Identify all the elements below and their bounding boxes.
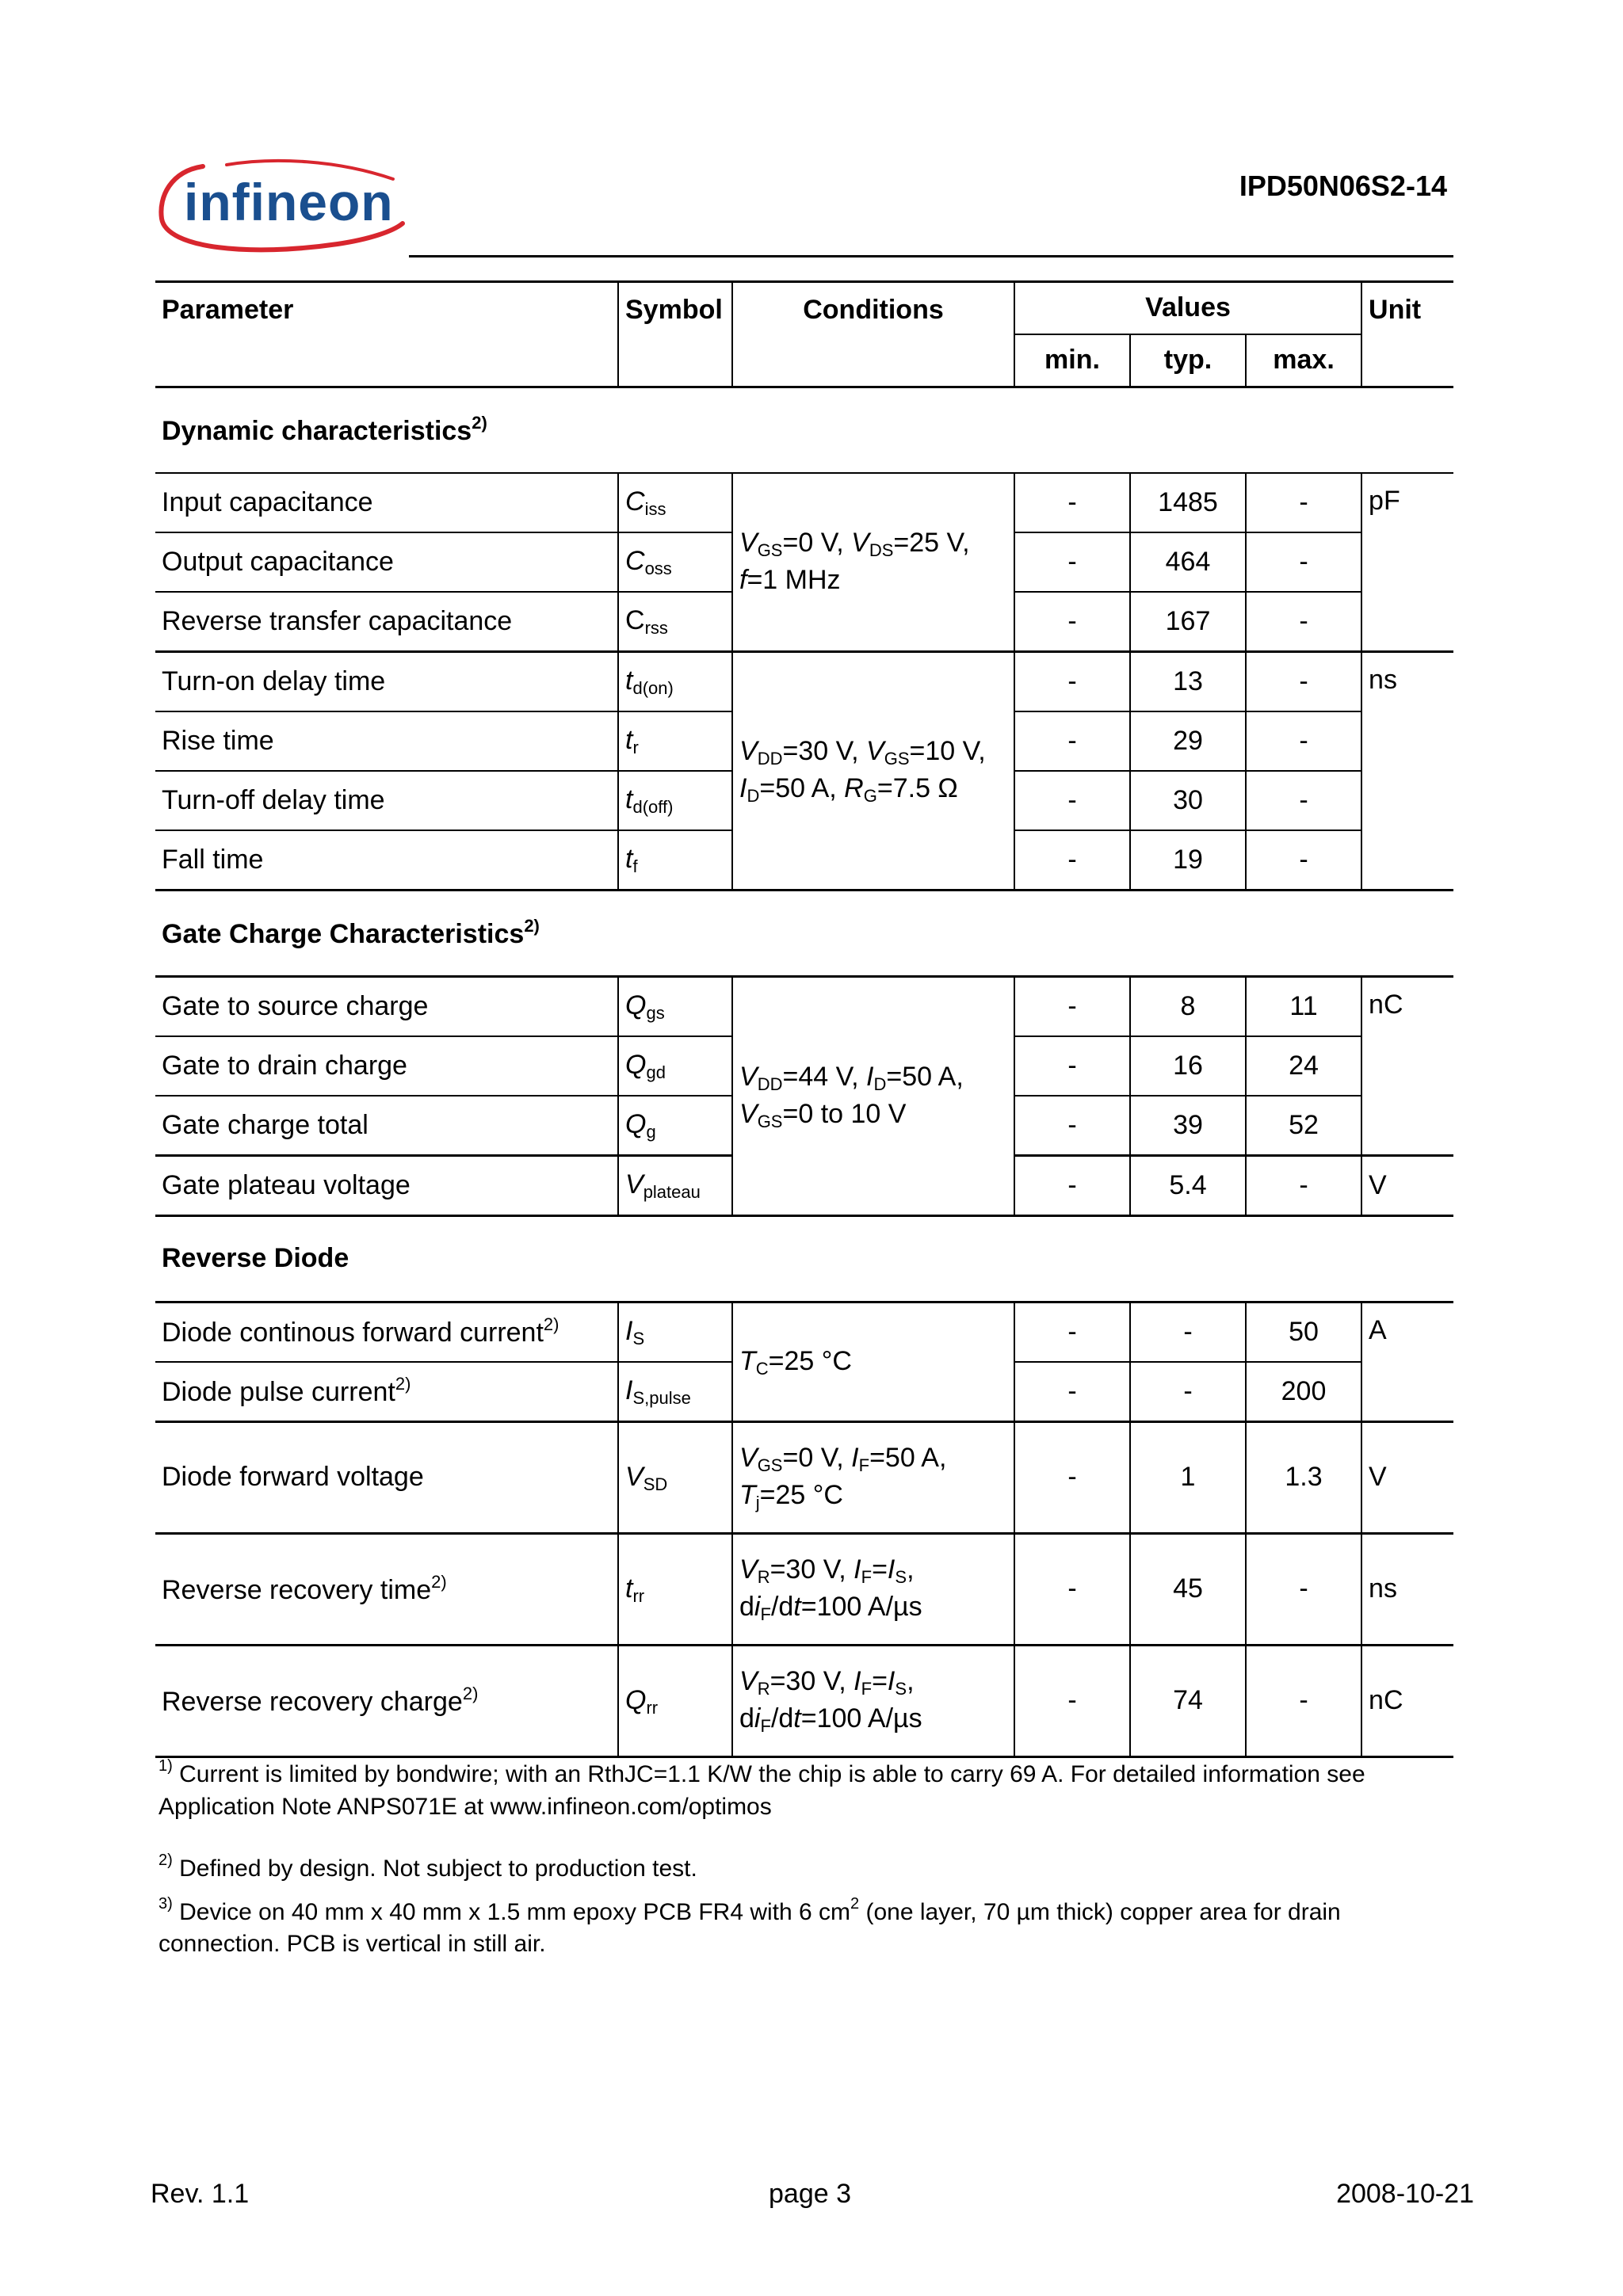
unit-cell: nC <box>1361 977 1453 1156</box>
infineon-logo <box>155 155 407 258</box>
max-cell: 200 <box>1246 1362 1361 1422</box>
max-cell: 50 <box>1246 1302 1361 1363</box>
symbol-cell: $C_{iss}$ <box>618 473 732 532</box>
parameter-cell: Reverse recovery time$^{2)}$ <box>155 1534 618 1646</box>
symbol-cell: $V_{plateau}$ <box>618 1156 732 1216</box>
min-cell: - <box>1014 1534 1130 1646</box>
max-cell: - <box>1246 592 1361 652</box>
symbol-cell: $Q_{gs}$ <box>618 977 732 1037</box>
section-title: Gate Charge Characteristics$^{2)}$ <box>155 891 1453 977</box>
header-rule <box>409 255 1453 257</box>
parameter-cell: Fall time <box>155 830 618 891</box>
typ-cell: 74 <box>1130 1646 1246 1757</box>
symbol-cell: $C_{rss}$ <box>618 592 732 652</box>
header-values: Values <box>1014 282 1361 335</box>
symbol-cell: $t_{d(on)}$ <box>618 652 732 712</box>
symbol-cell: $C_{oss}$ <box>618 532 732 592</box>
document-id: IPD50N06S2-14 <box>1239 170 1447 202</box>
max-cell: 11 <box>1246 977 1361 1037</box>
parameter-cell: Gate to source charge <box>155 977 618 1037</box>
max-cell: - <box>1246 830 1361 891</box>
max-cell: - <box>1246 652 1361 712</box>
characteristics-table <box>155 280 1453 1758</box>
table-header-row <box>155 282 1453 335</box>
max-cell: 1.3 <box>1246 1422 1361 1534</box>
header-unit: Unit <box>1361 282 1453 387</box>
footnotes <box>158 1756 1458 1977</box>
min-cell: - <box>1014 532 1130 592</box>
parameter-cell: Reverse recovery charge$^{2)}$ <box>155 1646 618 1757</box>
conditions-cell: $V_{DD}=30$ V, $V_{GS}=10$ V, $I_D=50$ A, $R_G=7.5$ Ω <box>732 652 1014 891</box>
header-typ: typ. <box>1130 334 1246 387</box>
table-row <box>155 1646 1453 1757</box>
max-cell: - <box>1246 473 1361 532</box>
conditions-cell: $V_{GS}=0$ V, $I_F=50$ A, $T_j=25$ °C <box>732 1422 1014 1534</box>
min-cell: - <box>1014 1156 1130 1216</box>
symbol-cell: $Q_{rr}$ <box>618 1646 732 1757</box>
section-dynamic <box>155 387 1453 474</box>
parameter-cell: Diode pulse current$^{2)}$ <box>155 1362 618 1422</box>
footnote-1: $^{1)}$ Current is limited by bondwire; with an RthJC=1.1 K/W the chip is able to carry 69 A. For detailed information see Application Note ANPS071E at www.infineon.com/optimos <box>158 1757 1365 1820</box>
section-gate-charge <box>155 891 1453 977</box>
section-reverse-diode <box>155 1216 1453 1302</box>
parameter-cell: Rise time <box>155 711 618 771</box>
typ-cell: - <box>1130 1362 1246 1422</box>
table-row <box>155 652 1453 712</box>
header-min: min. <box>1014 334 1130 387</box>
min-cell: - <box>1014 771 1130 830</box>
symbol-cell: $V_{SD}$ <box>618 1422 732 1534</box>
symbol-cell: $I_{S,pulse}$ <box>618 1362 732 1422</box>
max-cell: - <box>1246 1156 1361 1216</box>
table-row <box>155 977 1453 1037</box>
min-cell: - <box>1014 1362 1130 1422</box>
conditions-cell: $V_R=30$ V, $I_F=I_S$, $di_F/dt=100$ A/µs <box>732 1646 1014 1757</box>
symbol-cell: $t_f$ <box>618 830 732 891</box>
header-parameter: Parameter <box>155 282 618 387</box>
min-cell: - <box>1014 652 1130 712</box>
typ-cell: 29 <box>1130 711 1246 771</box>
typ-cell: 1 <box>1130 1422 1246 1534</box>
max-cell: 52 <box>1246 1096 1361 1156</box>
typ-cell: 8 <box>1130 977 1246 1037</box>
header-symbol: Symbol <box>618 282 732 387</box>
unit-cell: V <box>1361 1422 1453 1534</box>
unit-cell: ns <box>1361 1534 1453 1646</box>
typ-cell: - <box>1130 1302 1246 1363</box>
unit-cell: nC <box>1361 1646 1453 1757</box>
unit-cell: V <box>1361 1156 1453 1216</box>
typ-cell: 30 <box>1130 771 1246 830</box>
min-cell: - <box>1014 830 1130 891</box>
parameter-cell: Input capacitance <box>155 473 618 532</box>
typ-cell: 39 <box>1130 1096 1246 1156</box>
footer-page-number: page 3 <box>769 2179 851 2209</box>
table-row <box>155 1534 1453 1646</box>
min-cell: - <box>1014 1302 1130 1363</box>
infineon-logo-mark <box>155 155 407 258</box>
symbol-cell: $t_{d(off)}$ <box>618 771 732 830</box>
parameter-cell: Gate to drain charge <box>155 1036 618 1096</box>
symbol-cell: $Q_g$ <box>618 1096 732 1156</box>
unit-cell: A <box>1361 1302 1453 1422</box>
parameter-cell: Output capacitance <box>155 532 618 592</box>
parameter-cell: Reverse transfer capacitance <box>155 592 618 652</box>
max-cell: - <box>1246 711 1361 771</box>
typ-cell: 16 <box>1130 1036 1246 1096</box>
symbol-cell: $I_S$ <box>618 1302 732 1363</box>
conditions-cell: $V_R=30$ V, $I_F=I_S$, $di_F/dt=100$ A/µs <box>732 1534 1014 1646</box>
typ-cell: 13 <box>1130 652 1246 712</box>
footer-revision: Rev. 1.1 <box>151 2179 250 2209</box>
typ-cell: 19 <box>1130 830 1246 891</box>
max-cell: - <box>1246 1646 1361 1757</box>
unit-cell: ns <box>1361 652 1453 891</box>
typ-cell: 167 <box>1130 592 1246 652</box>
symbol-cell: $t_r$ <box>618 711 732 771</box>
section-title: Reverse Diode <box>155 1216 1453 1302</box>
min-cell: - <box>1014 592 1130 652</box>
parameter-cell: Gate charge total <box>155 1096 618 1156</box>
unit-cell: pF <box>1361 473 1453 652</box>
parameter-cell: Turn-on delay time <box>155 652 618 712</box>
min-cell: - <box>1014 711 1130 771</box>
max-cell: 24 <box>1246 1036 1361 1096</box>
logo-text: infineon <box>184 173 394 231</box>
symbol-cell: $Q_{gd}$ <box>618 1036 732 1096</box>
table-row <box>155 1422 1453 1534</box>
conditions-cell: $T_C=25$ °C <box>732 1302 1014 1422</box>
max-cell: - <box>1246 771 1361 830</box>
max-cell: - <box>1246 1534 1361 1646</box>
parameter-cell: Turn-off delay time <box>155 771 618 830</box>
header-conditions: Conditions <box>732 282 1014 387</box>
footnote-3: $^{3)}$ Device on 40 mm x 40 mm x 1.5 mm epoxy PCB FR4 with 6 $cm^2$ (one layer, 70 µm thick) copper area for drain connection. PCB is vertical in still air. <box>158 1894 1341 1957</box>
typ-cell: 464 <box>1130 532 1246 592</box>
parameter-cell: Gate plateau voltage <box>155 1156 618 1216</box>
parameter-cell: Diode forward voltage <box>155 1422 618 1534</box>
min-cell: - <box>1014 1646 1130 1757</box>
typ-cell: 5.4 <box>1130 1156 1246 1216</box>
conditions-cell: $V_{GS}=0$ V, $V_{DS}=25$ V, f=1 MHz <box>732 473 1014 652</box>
min-cell: - <box>1014 1096 1130 1156</box>
max-cell: - <box>1246 532 1361 592</box>
typ-cell: 45 <box>1130 1534 1246 1646</box>
footnote-2: $^{2)}$ Defined by design. Not subject to production test. <box>158 1852 697 1882</box>
symbol-cell: $t_{rr}$ <box>618 1534 732 1646</box>
table-row <box>155 1302 1453 1363</box>
conditions-cell: $V_{DD}=44$ V, $I_D=50$ A, $V_{GS}=0$ to 10 V <box>732 977 1014 1216</box>
header-max: max. <box>1246 334 1361 387</box>
min-cell: - <box>1014 1036 1130 1096</box>
min-cell: - <box>1014 977 1130 1037</box>
parameter-cell: Diode continous forward current$^{2)}$ <box>155 1302 618 1363</box>
footer-date: 2008-10-21 <box>1336 2179 1474 2209</box>
table-row <box>155 473 1453 532</box>
typ-cell: 1485 <box>1130 473 1246 532</box>
section-title: Dynamic characteristics$^{2)}$ <box>155 387 1453 474</box>
min-cell: - <box>1014 1422 1130 1534</box>
min-cell: - <box>1014 473 1130 532</box>
